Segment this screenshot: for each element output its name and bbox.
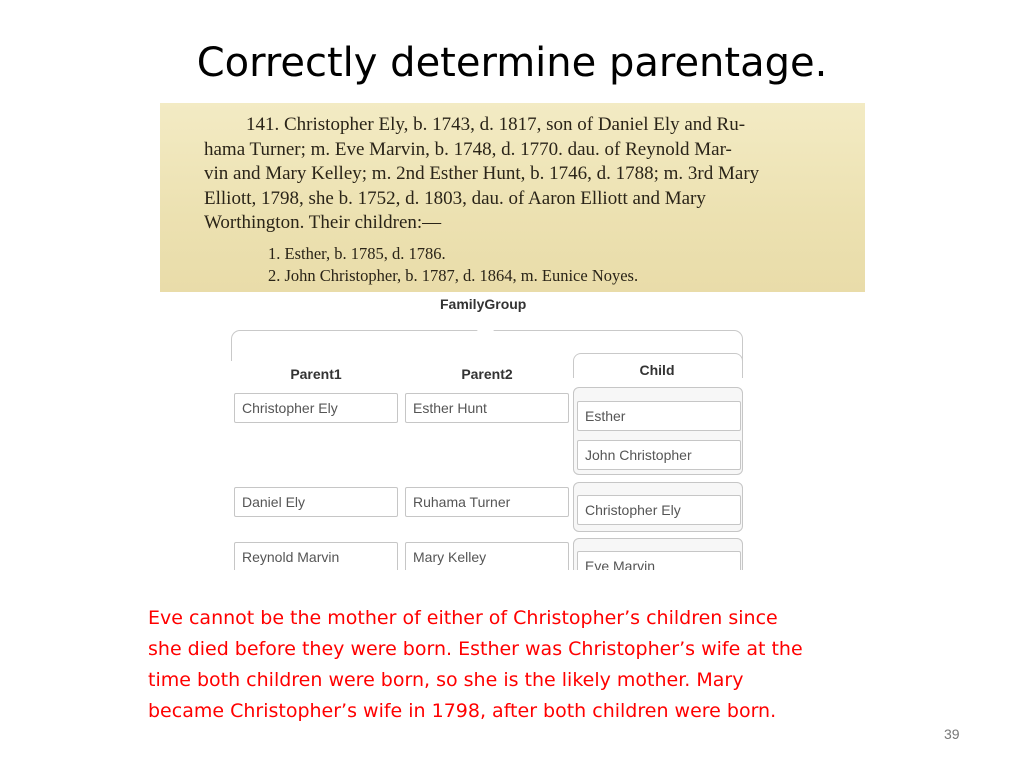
record-child-entry: 1. Esther, b. 1785, d. 1786.	[268, 244, 446, 263]
explanation-note	[148, 603, 888, 727]
parent1-field[interactable]: Christopher Ely	[234, 393, 398, 423]
child-header: Child	[639, 362, 675, 378]
note-line: became Christopher’s wife in 1798, after both children were born.	[148, 700, 777, 722]
page-number: 39	[944, 726, 960, 742]
child-field[interactable]: John Christopher	[577, 440, 741, 470]
record-line: hama Turner; m. Eve Marvin, b. 1748, d. 1770. dau. of Reynold Mar-	[204, 138, 732, 160]
record-line: Worthington. Their children:—	[204, 212, 442, 233]
child-group	[573, 482, 743, 532]
record-line: 141. Christopher Ely, b. 1743, d. 1817, son of Daniel Ely and Ru-	[246, 114, 746, 135]
child-field[interactable]: Eve Marvin	[577, 551, 741, 570]
child-group	[573, 387, 743, 475]
family-group-panel	[231, 330, 743, 570]
note-line: Eve cannot be the mother of either of Christopher’s children since	[148, 607, 778, 629]
note-line: she died before they were born. Esther was Christopher’s wife at the	[148, 638, 803, 660]
parent2-field[interactable]: Ruhama Turner	[405, 487, 569, 517]
record-paragraph	[204, 113, 854, 236]
family-group-label: FamilyGroup	[440, 296, 527, 312]
parent1-header: Parent1	[290, 366, 342, 382]
parent2-field[interactable]: Mary Kelley	[405, 542, 569, 570]
child-group	[573, 538, 743, 570]
record-line: vin and Mary Kelley; m. 2nd Esther Hunt, b. 1746, d. 1788; m. 3rd Mary	[204, 163, 760, 184]
note-line: time both children were born, so she is the likely mother. Mary	[148, 669, 744, 691]
child-field[interactable]: Christopher Ely	[577, 495, 741, 525]
record-line: Elliott, 1798, she b. 1752, d. 1803, dau. of Aaron Elliott and Mary	[204, 187, 706, 209]
parent1-field[interactable]: Daniel Ely	[234, 487, 398, 517]
child-field[interactable]: Esther	[577, 401, 741, 431]
parent2-header: Parent2	[461, 366, 513, 382]
parent1-field[interactable]: Reynold Marvin	[234, 542, 398, 570]
scanned-record-image	[160, 103, 865, 292]
parent2-field[interactable]: Esther Hunt	[405, 393, 569, 423]
slide-title: Correctly determine parentage.	[196, 40, 828, 86]
record-child-entry: 2. John Christopher, b. 1787, d. 1864, m. Eunice Noyes.	[268, 266, 639, 285]
